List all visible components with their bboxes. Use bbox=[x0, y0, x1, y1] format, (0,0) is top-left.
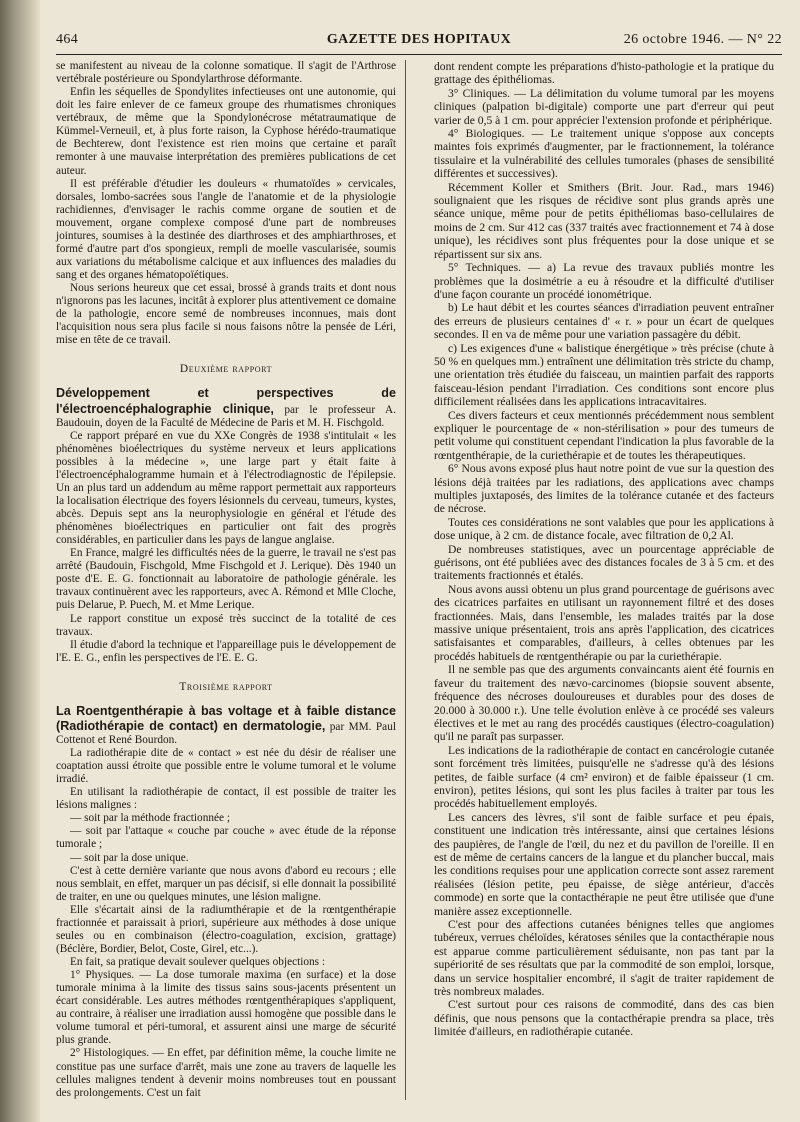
section-label-second-report: Deuxième rapport bbox=[179, 363, 273, 376]
paragraph: Nous avons aussi obtenu un plus grand pourcentage de guérisons avec des cicatrices parfaites en utilisant un rayonnement filtré et des doses fractionnées. Mais, dans l'ensemble, les malades traités par la dose massive unique présentaient, trois ans après l'application, des cicatrices satisfaisantes et comparables, d'ailleurs, à celles obtenues par les procédés habituels de rœntgenthérapie ou par la curiethérapie. bbox=[434, 582, 774, 663]
paragraph: 5° Techniques. — a) La revue des travaux publiés montre les problèmes que la dosimétrie a eu à résoudre et la difficulté d'utiliser d'une façon courante un procédé ionométrique. bbox=[434, 261, 774, 301]
paragraph: En France, malgré les difficultés nées de la guerre, le travail ne s'est pas arrêté (Baudouin, Fischgold, Mme Fischgold et J. Lerique). Dès 1940 un poste d'E. E. G. fonctionnait au laboratoire de pathologie générale. les travaux continuèrent avec les rapporteurs, avec A. Rémond et Mlle Cloche, puis Delarue, P. Puech, M. et Mme Lerique. bbox=[56, 547, 396, 612]
paragraph: C'est surtout pour ces raisons de commodité, dans des cas bien définis, que nous pensons que la contacthérapie prendra sa place, très limitée d'ailleurs, en radiothérapie cutanée. bbox=[434, 998, 774, 1039]
binding-gutter bbox=[0, 0, 40, 1122]
paragraph: 1° Physiques. — La dose tumorale maxima (en surface) et la dose tumorale minima à la limite des tissus sains sous-jacents présentent un écart considérable. Les autres méthodes rœntgenthérapiques s'appliquent, au contraire, à réaliser une irradiation aussi homogène que possible dans le volume tumoral et péri-tumoral, et assurent ainsi une marge de sécurité plus grande. bbox=[56, 969, 396, 1047]
column-separator bbox=[405, 60, 406, 1100]
paragraph: Elle s'écartait ainsi de la radiumthérapie et de la rœntgenthérapie fractionnée et paraissait à priori, supérieure aux méthodes à dose unique seules ou en combinaison (électro-coagulation, excision, grattage) (Béclère, Bordier, Belot, Coste, Girel, etc...). bbox=[56, 903, 396, 955]
paragraph: Il ne semble pas que des arguments convaincants aient été fournis en faveur du traitement des nævo-carcinomes (biopsie souvent absente, fréquence des nécroses douloureuses et durables pour des doses de 20.000 à 30.000 r.). Une telle évolution enlève à ce procédé ses valeurs électives et le met au rang des procédés caustiques (électro-coagulation) qu'il ne paraît pas surpasser. bbox=[434, 663, 774, 744]
list-item: — soit par la dose unique. bbox=[70, 851, 189, 864]
paragraph: En utilisant la radiothérapie de contact, il est possible de traiter les lésions malignes : bbox=[56, 786, 396, 812]
paragraph: Les cancers des lèvres, s'il sont de faible surface et peu épais, constituent une indication très intéressante, ainsi que certaines lésions des paupières, de l'angle de l'œil, du nez et du pavillon de l'oreille. Il en est de même de certains cancers de la langue et du plancher buccal, mais les conditions requises pour une application correcte sont assez rarement réalisées (lésion petite, peu épaisse, de siège antérieur, d'accès commode) en sorte que la contacthérapie ne peut être utilisée que d'une manière assez exceptionnelle. bbox=[434, 810, 774, 918]
paragraph: En fait, sa pratique devait soulever quelques objections : bbox=[70, 956, 326, 968]
list-item: — soit par l'attaque « couche par couche » avec étude de la réponse tumorale ; bbox=[56, 825, 396, 851]
paragraph: Nous serions heureux que cet essai, brossé à grands traits et dont nous n'ignorons pas les lacunes, incitât à explorer plus attentivement ce domaine de la pathologie, encore semé de nombreuses inconnues, mais dont l'acquisition nous sera plus facile si nous faisons nôtre la pensée de Léri, mise en tête de ce travail. bbox=[56, 282, 396, 347]
paragraph: b) Le haut débit et les courtes séances d'irradiation peuvent entraîner des erreurs de plusieurs centaines d' « r. » pour un écart de quelques secondes. Il en va de même pour une variation passagère du débit. bbox=[434, 301, 774, 342]
article-heading bbox=[56, 386, 396, 429]
article-title: Développement et perspectives de l'électroencéphalographie clinique, bbox=[56, 386, 396, 416]
paragraph: La radiothérapie dite de « contact » est née du désir de réaliser une coaptation aussi étroite que possible entre le volume tumoral et le volume irradié. bbox=[56, 747, 396, 786]
paragraph: Le rapport constitue un exposé très succinct de la totalité de ces travaux. bbox=[56, 612, 396, 638]
running-header bbox=[56, 32, 782, 52]
paragraph: 6° Nous avons exposé plus haut notre point de vue sur la question des lésions déjà traitées par les radiations, des applications avec champs multiples juxtaposés, des limites de la tolérance cutanée et des facteurs de nécrose. bbox=[434, 462, 774, 516]
article-byline: par le professeur A. Baudouin, doyen de la Faculté de Médecine de Paris et M. H. Fischgold. bbox=[56, 403, 396, 429]
paragraph: De nombreuses statistiques, avec un pourcentage appréciable de guérisons, ont été publiées avec des distances focales de 3 à 5 cm. et des traitements fractionnés et étalés. bbox=[434, 542, 774, 583]
journal-title: GAZETTE DES HOPITAUX bbox=[326, 32, 512, 47]
paragraph: Les indications de la radiothérapie de contact en cancérologie cutanée sont forcément très limitées, puisqu'elle ne s'adresse qu'à des lésions petites, de faible surface (4 cm² environ) et de faible épaisseur (1 cm. environ), petites lésions, qui sont les plus faciles à traiter par tous les procédés habituellement employés. bbox=[434, 743, 774, 811]
paragraph: se manifestent au niveau de la colonne somatique. Il s'agit de l'Arthrose vertébrale postérieure ou Spondylarthrose déformante. bbox=[56, 60, 396, 86]
paragraph: C'est à cette dernière variante que nous avons d'abord eu recours ; elle nous semblait, en effet, marquer un pas décisif, si elle donnait la possibilité de traiter, en une ou quelques minutes, une lésion maligne. bbox=[56, 864, 396, 903]
paragraph: Toutes ces considérations ne sont valables que pour les applications à dose unique, à 2 cm. de distance focale, avec filtration de 0,2 Al. bbox=[434, 515, 774, 543]
paragraph: 4° Biologiques. — Le traitement unique s'oppose aux concepts maintes fois exprimés d'augmenter, par le fractionnement, la tolérance tissulaire et la vulnérabilité des cellules tumorales (phases de sensibilité différentes et successives). bbox=[434, 127, 774, 181]
paragraph: Ces divers facteurs et ceux mentionnés précédemment nous semblent expliquer le pourcentage de « non-stérilisation » pour des tumeurs de petit volume qui constituent cependant l'indication la plus favorable de la rœntgenthérapie, de la curiethérapie et de toutes les thérapeutiques. bbox=[434, 408, 774, 462]
paragraph: Il est préférable d'étudier les douleurs « rhumatoïdes » cervicales, dorsales, lombo-sacrées sous l'angle de l'anatomie et de la physiologie rachidiennes, d'envisager le rachis comme organe de soutien et de mouvement, organe complexe composé d'une part de nombreuses jointures, soumises à la destinée des diarthroses et des amphiarthroses, et formé d'autre part d'os spongieux, rempli de moelle vascularisée, soumis aux variations du métabolisme calcique et aux influences des maladies du sang et des organes hématopoïétiques. bbox=[56, 177, 396, 281]
paragraph: Il étudie d'abord la technique et l'appareillage puis le développement de l'E. E. G., enfin les perspectives de l'E. E. G. bbox=[56, 638, 396, 664]
paragraph: Enfin les séquelles de Spondylites infectieuses ont une autonomie, qui doit les faire enlever de ce fameux groupe des rhumatismes chroniques vertébraux, de même que la Spondylonécrose métatraumatique de Kümmel-Verneuil, et, à plus forte raison, la Cyphose hérédo-traumatique de Bechterew, dont l'existence est rien moins que certaine et paraît remonter à une mauvaise interprétation des premières publications de cet auteur. bbox=[56, 86, 396, 177]
paragraph: 2° Histologiques. — En effet, par définition même, la couche limite ne constitue pas une surface d'arrêt, mais une zone au travers de laquelle les cellules malignes tendent à devenir moins nombreuses tout en poussant des prolongements. C'est un fait bbox=[56, 1047, 396, 1099]
article-byline: par MM. Paul Cottenot et René Bourdon. bbox=[56, 720, 396, 746]
paragraph: Récemment Koller et Smithers (Brit. Jour. Rad., mars 1946) soulignaient que les risques de récidive sont plus grands après une séance unique, même pour de petits épithéliomas baso-cellulaires de moins de 2 cm. Sur 412 cas (337 traités avec fractionnement et 74 à dose unique), les récidives sont plus fréquentes pour la dose unique et se répartissent sur six ans. bbox=[434, 180, 774, 261]
left-column bbox=[56, 60, 396, 1100]
issue-date: 26 octobre 1946. — N° 22 bbox=[623, 32, 782, 47]
paragraph: Ce rapport préparé en vue du XXe Congrès de 1938 s'intitulait « les phénomènes bioélectriques du système nerveux et leurs applications possibles à la médecine », une large part y était faite à l'électroencéphalogramme humain et à l'électrodiagnostic de l'épilepsie. Un an plus tard un addendum au même rapport permettait aux rapporteurs la localisation électrique des foyers lésionnels du cerveau, tumeurs, kystes, abcès. Depuis sept ans la neurophysiologie en général et l'étude des phénomènes bioélectriques en particulier ont fait des progrès considérables, en particulier dans les pays de langue anglaise. bbox=[56, 429, 396, 547]
paragraph: c) Les exigences d'une « balistique énergétique » très précise (chute à 50 % en quelques mm.) entraînent une délimitation très stricte du champ, une orientation très étudiée du faisceau, un maintien parfait des rapports faisceau-lésion pendant l'irradiation. Ces conditions sont encore plus difficilement réalisées dans les applications intracavitaires. bbox=[434, 341, 774, 409]
paragraph: 3° Cliniques. — La délimitation du volume tumoral par les moyens cliniques (palpation bi-digitale) comporte une part d'erreur qui peut varier de 0,5 à 1 cm. pour apprécier l'extension profonde et périphérique. bbox=[434, 86, 774, 127]
paragraph: dont rendent compte les préparations d'histo-pathologie et la pratique du grattage des épithéliomas. bbox=[434, 60, 774, 87]
paragraph: C'est pour des affections cutanées bénignes telles que angiomes tubéreux, verrues chéloïdes, kératoses séniles que la contacthérapie nous est apparue comme particulièrement séduisante, non pas tant par la supériorité de ses résultats que par la commodité de son emploi, lorsque, dans un service hospitalier encombré, il s'agit de traiter rapidement de très nombreux malades. bbox=[434, 918, 774, 999]
article-heading bbox=[56, 704, 396, 747]
section-label-third-report: Troisième rapport bbox=[179, 680, 273, 693]
list-item: — soit par la méthode fractionnée ; bbox=[70, 812, 230, 825]
header-rule bbox=[56, 54, 782, 55]
page-number: 464 bbox=[56, 32, 79, 47]
right-column bbox=[434, 60, 774, 1039]
article-title: La Roentgenthérapie à bas voltage et à faible distance (Radiothérapie de contact) en dermatologie, bbox=[56, 703, 396, 733]
